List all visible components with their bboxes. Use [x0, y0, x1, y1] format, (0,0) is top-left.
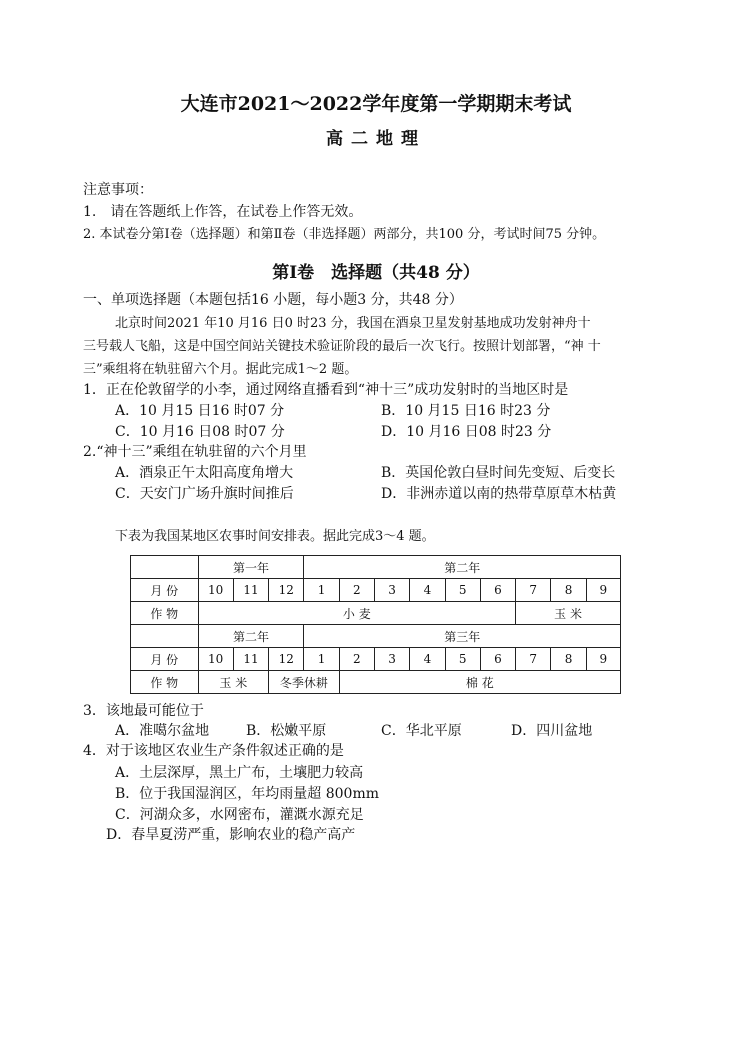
table-row-year-b [131, 625, 621, 648]
table-cell-year2: 第二年 [304, 556, 621, 579]
table-cell-month: 6 [480, 579, 515, 602]
table-cell-month: 10 [198, 648, 233, 671]
table-cell-month: 10 [198, 579, 233, 602]
q1-option-c: C．10 月16 日08 时07 分 [115, 424, 285, 440]
table-cell-month: 11 [233, 579, 268, 602]
q2-option-a: A．酒泉正午太阳高度角增大 [115, 465, 294, 481]
table-cell-cotton: 棉 花 [339, 671, 620, 694]
table-cell-month: 4 [410, 648, 445, 671]
table-cell-month: 12 [269, 648, 304, 671]
q1-option-b: B．10 月15 日16 时23 分 [381, 403, 551, 419]
table-cell-empty [131, 625, 199, 648]
q4-stem: 4．对于该地区农业生产条件叙述正确的是 [83, 743, 344, 759]
q2-option-c: C．天安门广场升旗时间推后 [115, 486, 294, 502]
section-instruction: 一、单项选择题（本题包括16 小题，每小题3 分，共48 分） [83, 292, 463, 308]
q2-option-d: D．非洲赤道以南的热带草原草木枯黄 [381, 486, 617, 502]
table-cell-month: 2 [339, 579, 374, 602]
passage1-line-2: 三号载人飞船，这是中国空间站关键技术验证阶段的最后一次飞行。按照计划部署，“神 十 [83, 339, 601, 354]
table-cell-month: 7 [516, 579, 551, 602]
q3-stem: 3．该地最可能位于 [83, 703, 204, 719]
table-cell-month: 6 [480, 648, 515, 671]
table-cell-month: 11 [233, 648, 268, 671]
table-cell-month: 9 [586, 648, 620, 671]
table-row-year-a [131, 556, 621, 579]
q2-stem: 2.“神十三”乘组在轨驻留的六个月里 [83, 444, 307, 460]
table-cell-month: 4 [410, 579, 445, 602]
table-cell-month-label: 月 份 [131, 579, 199, 602]
q4-option-a: A．土层深厚，黑土广布，土壤肥力较高 [115, 765, 364, 781]
q4-option-d: D．春旱夏涝严重，影响农业的稳产高产 [106, 827, 356, 843]
exam-subtitle: 高二地理 [326, 129, 426, 149]
q3-option-a: A．准噶尔盆地 [115, 723, 210, 739]
table-row-months-b [131, 648, 621, 671]
table-cell-month: 2 [339, 648, 374, 671]
section-title: 第Ⅰ卷 选择题（共48 分） [272, 263, 480, 283]
table-cell-fallow: 冬季休耕 [269, 671, 340, 694]
table-cell-empty [131, 556, 199, 579]
table-cell-month: 5 [445, 648, 480, 671]
table-cell-year3: 第三年 [304, 625, 621, 648]
table-row-months-a [131, 579, 621, 602]
table-cell-month-label: 月 份 [131, 648, 199, 671]
notice-item-1: 1. 请在答题纸上作答，在试卷上作答无效。 [83, 204, 363, 220]
table-cell-crop-label: 作 物 [131, 602, 199, 625]
farm-schedule-table [130, 555, 621, 694]
q3-option-c: C．华北平原 [381, 723, 462, 739]
table-cell-month: 7 [516, 648, 551, 671]
table-cell-month: 5 [445, 579, 480, 602]
notice-heading: 注意事项： [83, 182, 153, 198]
table-cell-crop-label: 作 物 [131, 671, 199, 694]
table-row-crops-a [131, 602, 621, 625]
table-cell-month: 8 [551, 648, 586, 671]
q1-option-a: A．10 月15 日16 时07 分 [115, 403, 285, 419]
q4-option-b: B．位于我国湿润区，年均雨量超 800mm [115, 786, 380, 802]
q1-option-d: D．10 月16 日08 时23 分 [381, 424, 552, 440]
table-row-crops-b [131, 671, 621, 694]
table-cell-month: 3 [374, 579, 409, 602]
table-cell-wheat: 小 麦 [198, 602, 516, 625]
q2-option-b: B．英国伦敦白昼时间先变短、后变长 [381, 465, 616, 481]
table-cell-month: 9 [586, 579, 620, 602]
table-cell-month: 3 [374, 648, 409, 671]
table-cell-year1: 第一年 [198, 556, 304, 579]
table-cell-year2b: 第二年 [198, 625, 304, 648]
passage2: 下表为我国某地区农事时间安排表。据此完成3～4 题。 [115, 529, 435, 544]
q1-stem: 1．正在伦敦留学的小李，通过网络直播看到“神十三”成功发射时的当地区时是 [83, 382, 569, 398]
q4-option-c: C．河湖众多，水网密布，灌溉水源充足 [115, 807, 364, 823]
table-cell-corn: 玉 米 [516, 602, 621, 625]
table-cell-month: 8 [551, 579, 586, 602]
table-cell-month: 1 [304, 648, 339, 671]
notice-item-2: 2. 本试卷分第Ⅰ卷（选择题）和第Ⅱ卷（非选择题）两部分，共100 分，考试时间75 分钟。 [83, 227, 606, 242]
q3-option-b: B．松嫩平原 [246, 723, 327, 739]
table-cell-month: 12 [269, 579, 304, 602]
passage1-line-3: 三”乘组将在轨驻留六个月。据此完成1～2 题。 [83, 362, 358, 377]
passage1-line-1: 北京时间2021 年10 月16 日0 时23 分，我国在酒泉卫星发射基地成功发射神舟十 [115, 316, 591, 331]
table-cell-month: 1 [304, 579, 339, 602]
exam-title: 大连市2021～2022学年度第一学期期末考试 [180, 93, 572, 115]
q3-option-d: D．四川盆地 [511, 723, 593, 739]
table-cell-corn2: 玉 米 [198, 671, 269, 694]
